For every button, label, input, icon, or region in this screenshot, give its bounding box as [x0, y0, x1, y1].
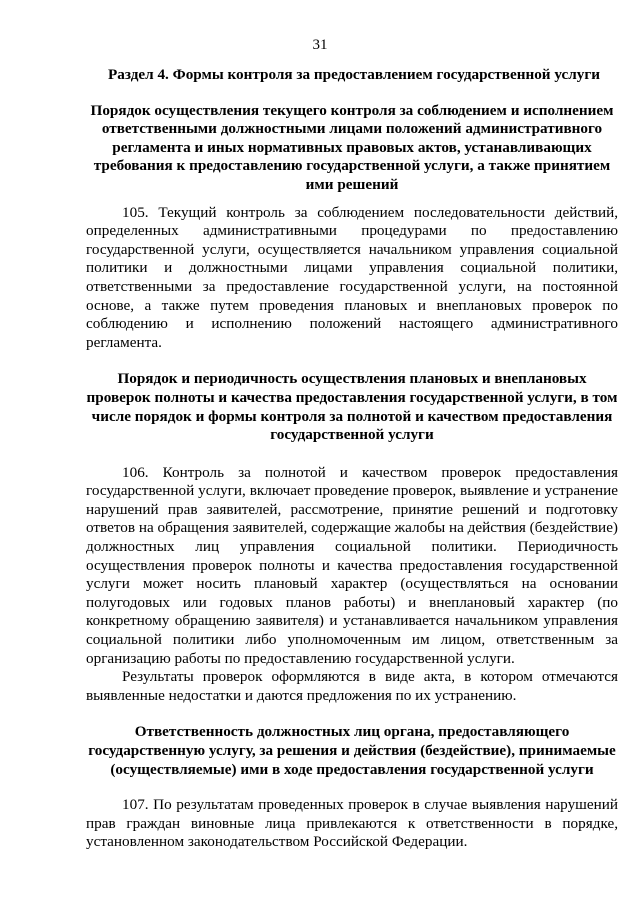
page-number: 31: [312, 37, 328, 53]
heading-current-control: Порядок осуществления текущего контроля за соблюдением и исполнением ответственными должностными лицами положений административного регламента и иных нормативных правовых актов, устанавливающих требования к предоставлению государственной услуги, а также принятием ими решений: [90, 101, 614, 193]
section-title: Раздел 4. Формы контроля за предоставлением государственной услуги: [108, 66, 600, 83]
paragraph-106: 106. Контроль за полнотой и качеством проверок предоставления государственной услуги, включает проведение проверок, выявление и устранение нарушений прав заявителей, рассмотрение, принятие решений и подготовку ответов на обращения заявителей, содержащие жалобы на действия (бездействие) должностных лиц управления социальной политики. Периодичность осуществления проверок полноты и качества предоставления государственной услуги может носить плановый характер (осуществляться на основании полугодовых или годовых планов работы) и внеплановый характер (по конкретному обращению заявителя) и устанавливается начальником управления социальной политики либо уполномоченным им лицом, ответственным за организацию работы по предоставлению государственной услуги.: [86, 463, 618, 667]
page-content: [86, 66, 618, 852]
paragraph-107: 107. По результатам проведенных проверок в случае выявления нарушений прав граждан виновные лица привлекаются к ответственности в порядке, установленном законодательством Российской Федерации.: [86, 796, 618, 851]
heading-inspections: Порядок и периодичность осуществления плановых и внеплановых проверок полноты и качества предоставления государственной услуги, в том числе порядок и формы контроля за полнотой и качеством предоставления государственной услуги: [86, 370, 618, 444]
heading-responsibility: Ответственность должностных лиц органа, предоставляющего государственную услугу, за решения и действия (бездействие), принимаемые (осуществляемые) ими в ходе предоставления государственной услуги: [88, 723, 616, 778]
paragraph-106-results: Результаты проверок оформляются в виде акта, в котором отмечаются выявленные недостатки и даются предложения по их устранению.: [86, 668, 618, 704]
paragraph-105: 105. Текущий контроль за соблюдением последовательности действий, определенных административными процедурами по предоставлению государственной услуги, осуществляется начальником управления социальной политики и должностными лицами управления социальной политики, ответственными за предоставление государственной услуги, на постоянной основе, а также путем проведения плановых и внеплановых проверок по соблюдению и исполнению положений настоящего административного регламента.: [86, 203, 618, 351]
